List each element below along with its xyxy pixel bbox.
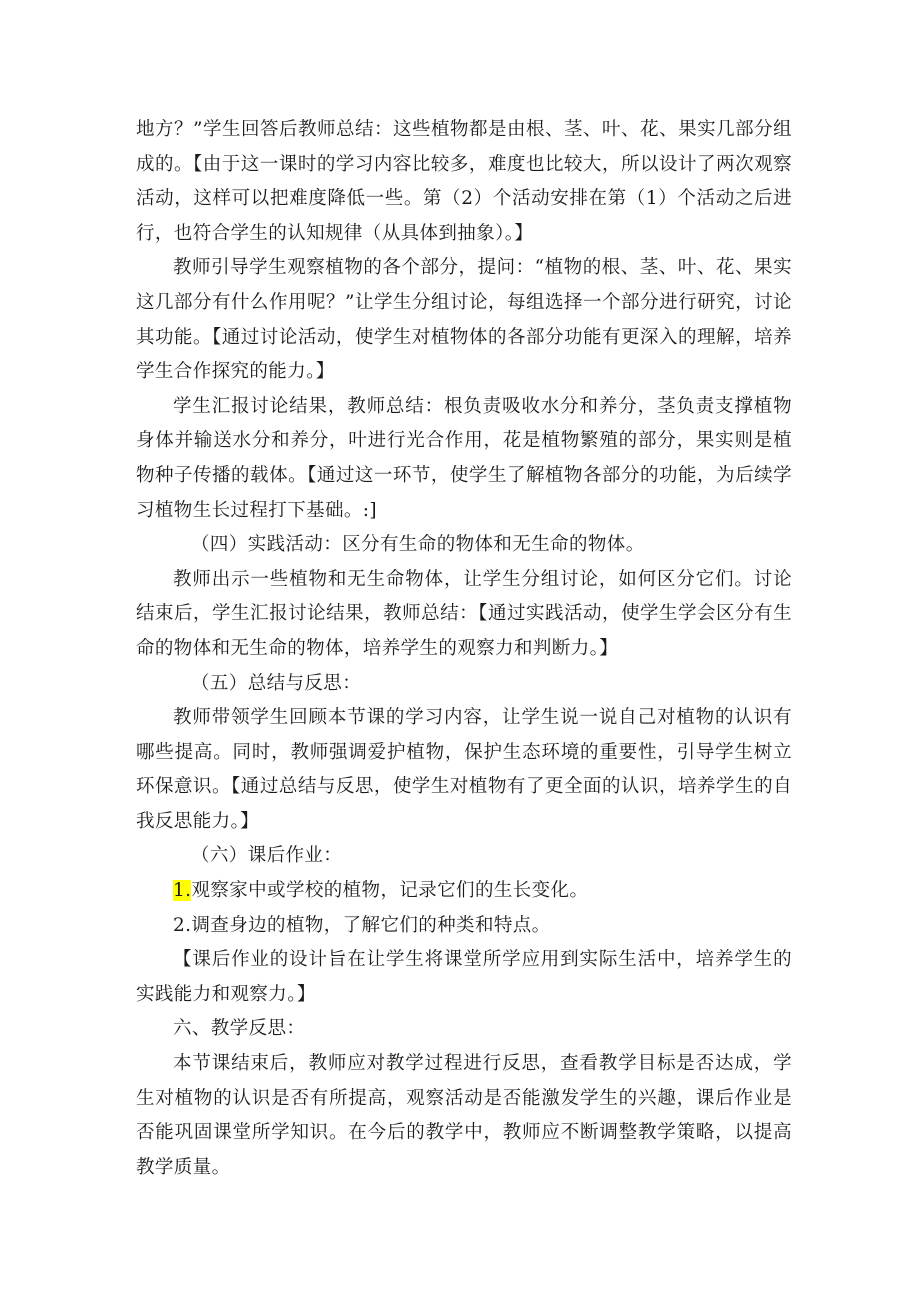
homework-item-number: 1. (173, 880, 192, 902)
document-body (136, 113, 792, 1185)
homework-item-number: 2. (173, 914, 192, 936)
paragraph-reflection: 本节课结束后，教师应对教学过程进行反思，查看教学目标是否达成，学生对植物的认识是否有所提高，观察活动是否能激发学生的兴趣，课后作业是否能巩固课堂所学知识。在今后的教学中，教师应不断调整教学策略，以提高教学质量。 (136, 1053, 792, 1178)
section-heading-summary: （五）总结与反思： (191, 672, 362, 694)
section-heading-homework: （六）课后作业： (191, 845, 343, 867)
paragraph-discussion-result: 学生汇报讨论结果，教师总结：根负责吸收水分和养分，茎负责支撑植物身体并输送水分和养分，叶进行光合作用，花是植物繁殖的部分，果实则是植物种子传播的载体。【通过这一环节，使学生了解植物各部分的功能，为后续学习植物生长过程打下基础。:] (136, 395, 792, 521)
section-heading-practice: （四）实践活动：区分有生命的物体和无生命的物体。 (191, 534, 645, 556)
paragraph-practice-activity: 教师出示一些植物和无生命物体，让学生分组讨论，如何区分它们。讨论结束后，学生汇报讨论结果，教师总结：【通过实践活动，使学生学会区分有生命的物体和无生命的物体，培养学生的观察力和判断力。】 (136, 568, 792, 659)
section-heading-reflection: 六、教学反思： (173, 1018, 306, 1040)
homework-item-text: 调查身边的植物，了解它们的种类和特点。 (191, 914, 551, 936)
paragraph-discussion-prompt: 教师引导学生观察植物的各个部分，提问：“植物的根、茎、叶、花、果实这几部分有什么作用呢？”让学生分组讨论，每组选择一个部分进行研究，讨论其功能。【通过讨论活动，使学生对植物体的各部分功能有更深入的理解，培养学生合作探究的能力。】 (136, 257, 792, 383)
paragraph-homework-note: 【课后作业的设计旨在让学生将课堂所学应用到实际生活中，培养学生的实践能力和观察力。】 (136, 949, 792, 1005)
paragraph-summary-reflection: 教师带领学生回顾本节课的学习内容，让学生说一说自己对植物的认识有哪些提高。同时，教师强调爱护植物，保护生态环境的重要性，引导学生树立环保意识。【通过总结与反思，使学生对植物有了更全面的认识，培养学生的自我反思能力。】 (136, 707, 792, 832)
homework-item (136, 874, 792, 909)
homework-item (136, 909, 792, 944)
homework-item-text: 观察家中或学校的植物，记录它们的生长变化。 (191, 880, 589, 902)
paragraph-observation-summary: 地方？”学生回答后教师总结：这些植物都是由根、茎、叶、花、果实几部分组成的。【由于这一课时的学习内容比较多，难度也比较大，所以设计了两次观察活动，这样可以把难度降低一些。第（2）个活动安排在第（1）个活动之后进行，也符合学生的认知规律（从具体到抽象）。】 (136, 119, 792, 244)
